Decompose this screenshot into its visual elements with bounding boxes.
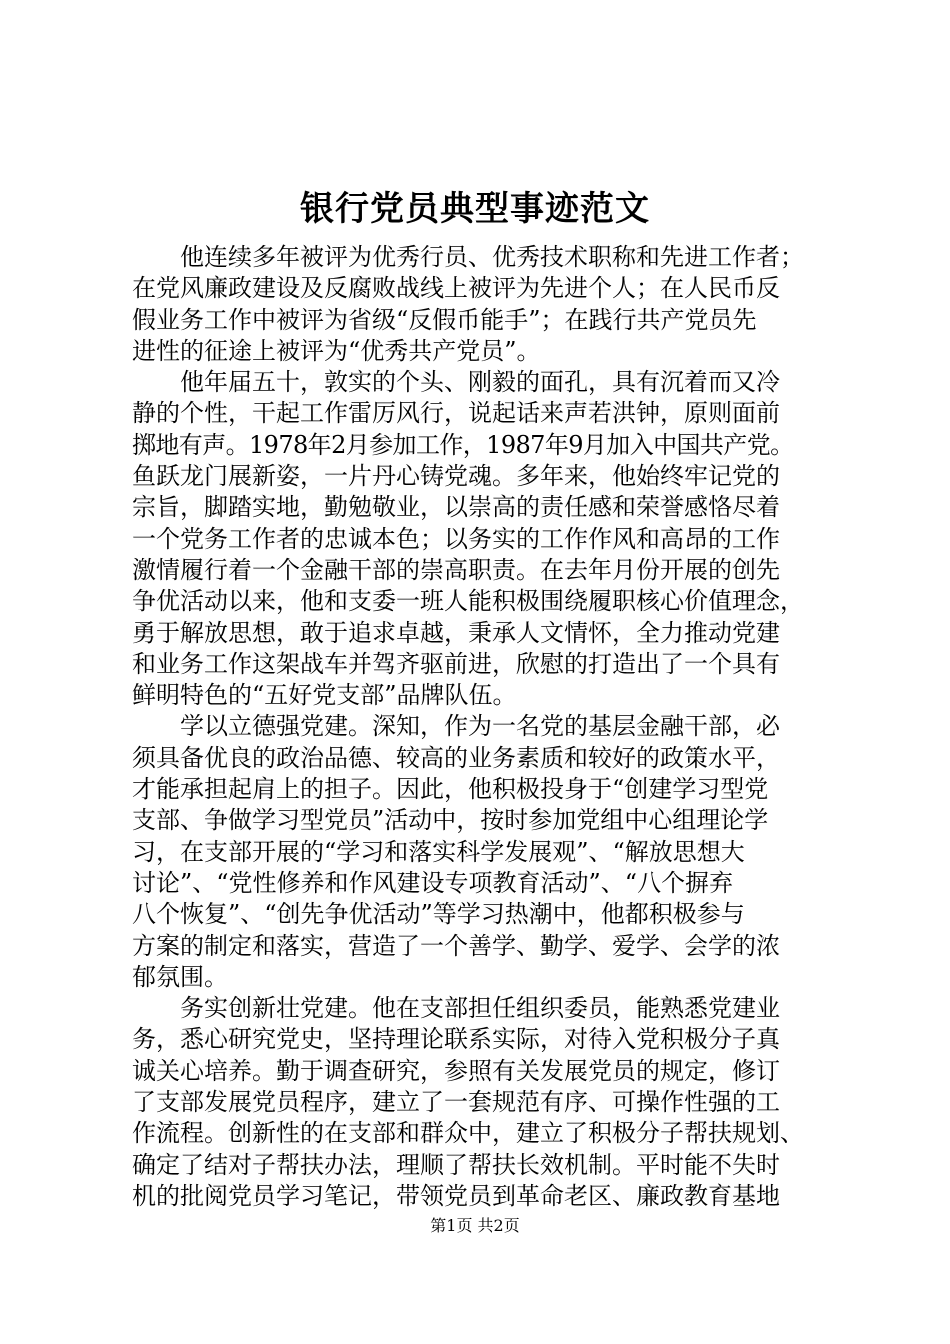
text-line: 学以立德强党建。深知，作为一名党的基层金融干部，必 [180, 712, 780, 741]
text-line: 讨论”、“党性修养和作风建设专项教育活动”、“八个摒弃 [132, 868, 734, 897]
document-title: 银行党员典型事迹范文 [300, 189, 650, 229]
text-line: 在党风廉政建设及反腐败战线上被评为先进个人；在人民币反 [132, 274, 780, 303]
text-line: 争优活动以来，他和支委一班人能积极围绕履职核心价值理念， [132, 587, 804, 616]
text-line: 激情履行着一个金融干部的崇高职责。在去年月份开展的创先 [132, 555, 780, 584]
text-line: 作流程。创新性的在支部和群众中，建立了积极分子帮扶规划、 [132, 1119, 804, 1148]
text-line: 他连续多年被评为优秀行员、优秀技术职称和先进工作者； [180, 243, 804, 271]
text-line: 和业务工作这架战车并驾齐驱前进，欣慰的打造出了一个具有 [132, 649, 780, 678]
text-line: 机的批阅党员学习笔记，带领党员到革命老区、廉政教育基地 [132, 1181, 780, 1210]
text-line: 鲜明特色的“五好党支部”品牌队伍。 [132, 681, 517, 710]
text-line: 一个党务工作者的忠诚本色；以务实的工作作风和高昂的工作 [132, 524, 780, 553]
text-line: 务实创新壮党建。他在支部担任组织委员，能熟悉党建业 [180, 994, 780, 1023]
text-line: 静的个性，干起工作雷厉风行，说起话来声若洪钟，原则面前 [132, 399, 780, 428]
text-line: 务，悉心研究党史，坚持理论联系实际，对待入党积极分子真 [132, 1025, 780, 1054]
text-line: 方案的制定和落实，营造了一个善学、勤学、爱学、会学的浓 [132, 931, 780, 960]
text-line: 假业务工作中被评为省级“反假币能手”；在践行共产党员先 [132, 305, 757, 334]
text-line: 他年届五十，敦实的个头、刚毅的面孔，具有沉着而又冷 [180, 368, 780, 397]
page-number-footer: 第1页 共2页 [430, 1216, 520, 1235]
document-body [132, 242, 832, 1212]
text-line: 了支部发展党员程序，建立了一套规范有序、可操作性强的工 [132, 1088, 780, 1117]
text-line: 才能承担起肩上的担子。因此，他积极投身于“创建学习型党 [132, 775, 769, 804]
text-line: 八个恢复”、“创先争优活动”等学习热潮中，他都积极参与 [132, 900, 745, 929]
text-line: 掷地有声。1978年2月参加工作，1987年9月加入中国共产党。 [132, 430, 794, 459]
text-line: 确定了结对子帮扶办法，理顺了帮扶长效机制。平时能不失时 [132, 1150, 780, 1179]
text-line: 郁氛围。 [132, 962, 228, 991]
text-line: 进性的征途上被评为“优秀共产党员”。 [132, 336, 541, 365]
text-line: 宗旨，脚踏实地，勤勉敬业，以崇高的责任感和荣誉感恪尽着 [132, 493, 780, 522]
text-line: 习，在支部开展的“学习和落实科学发展观”、“解放思想大 [132, 837, 745, 866]
text-line: 鱼跃龙门展新姿，一片丹心铸党魂。多年来，他始终牢记党的 [132, 462, 780, 491]
text-line: 须具备优良的政治品德、较高的业务素质和较好的政策水平， [132, 743, 780, 772]
text-line: 支部、争做学习型党员”活动中，按时参加党组中心组理论学 [132, 806, 769, 835]
text-line: 勇于解放思想，敢于追求卓越，秉承人文情怀，全力推动党建 [132, 618, 780, 647]
text-line: 诚关心培养。勤于调查研究，参照有关发展党员的规定，修订 [132, 1056, 780, 1085]
